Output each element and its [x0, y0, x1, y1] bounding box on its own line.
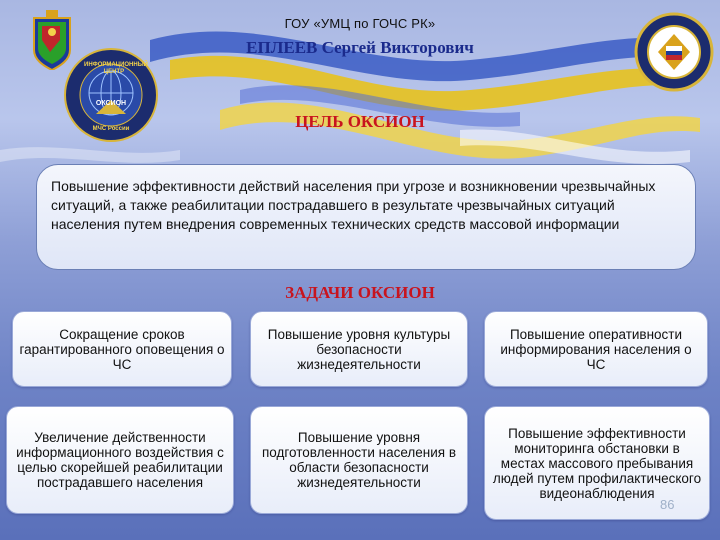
task-card — [250, 311, 468, 387]
task-card — [250, 406, 468, 514]
task-card — [484, 311, 708, 387]
task-card-text: Сокращение сроков гарантированного оповещения о ЧС — [19, 326, 225, 372]
page-number: 86 — [660, 497, 675, 512]
task-card-text: Повышение уровня подготовленности населения в области безопасности жизнедеятельности — [261, 430, 457, 490]
task-card-text: Повышение уровня культуры безопасности жизнедеятельности — [267, 326, 451, 372]
tasks-heading: ЗАДАЧИ ОКСИОН — [285, 283, 435, 302]
emblem-ring-text: ИНФОРМАЦИОННЫЙ ЦЕНТР — [84, 62, 148, 75]
goal-heading: ЦЕЛЬ ОКСИОН — [295, 112, 425, 131]
task-card-text: Повышение эффективности мониторинга обстановки в местах массового пребывания людей путем профилактического видеонаблюдения — [492, 425, 702, 501]
task-card-text: Повышение оперативности информирования населения о ЧС — [500, 326, 692, 372]
goal-text-box — [36, 164, 696, 270]
organization-name: ГОУ «УМЦ по ГОЧС РК» — [284, 16, 436, 31]
task-card-text: Увеличение действенности информационного воздействия с целью скорейшей реабилитации пострадавшего населения — [16, 430, 224, 490]
task-card — [484, 406, 710, 520]
emblem-bottom-text: МЧС России — [92, 126, 130, 132]
emblem-center-text: ОКСИОН — [95, 100, 127, 107]
task-card — [6, 406, 234, 514]
task-card — [12, 311, 232, 387]
goal-text: Повышение эффективности действий населения при угрозе и возникновении чрезвычайных ситуаций, а также реабилитации пострадавшего в результате чрезвычайных ситуаций населения путем внедрения современных технических средств массовой информации — [51, 178, 656, 232]
author-name: ЕПЛЕЕВ Сергей Викторович — [246, 38, 474, 57]
